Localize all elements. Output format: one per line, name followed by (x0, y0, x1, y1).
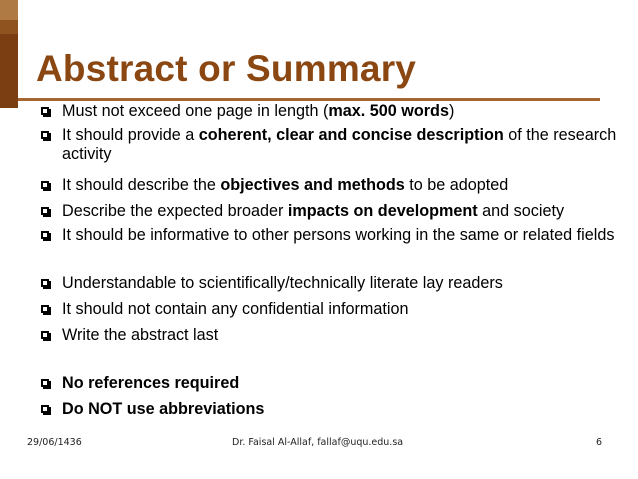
bullet-text (62, 202, 622, 221)
bullet-text (62, 102, 622, 121)
bullet-text (62, 326, 622, 345)
bullet-text-bold: objectives and methods (220, 176, 405, 194)
square-bullet-icon (41, 405, 49, 413)
bullet-text (62, 300, 622, 319)
bullet-text-run: Understandable to scientifically/technically literate lay readers (62, 274, 503, 292)
bullet-text (62, 126, 622, 164)
sidebar-accent-mid (0, 20, 18, 34)
bullet-text-bold: coherent, clear and concise description (198, 126, 504, 144)
slide-title: Abstract or Summary (36, 48, 417, 89)
square-bullet-icon (41, 331, 49, 339)
bullet-text-run: Write the abstract last (62, 326, 219, 344)
bullet-text-run: It should describe the (62, 176, 221, 194)
footer-page-number: 6 (596, 437, 603, 448)
title-underline (18, 98, 600, 101)
bullet-text (62, 176, 622, 195)
bullet-text-run: It should not contain any confidential information (62, 300, 409, 318)
bullet-text (62, 400, 622, 419)
bullet-text-run: ) (448, 102, 455, 120)
square-bullet-icon (41, 107, 49, 115)
bullet-text (62, 274, 622, 293)
square-bullet-icon (41, 207, 49, 215)
bullet-text-bold: max. 500 words (328, 102, 449, 120)
sidebar-accent-bar (0, 0, 18, 108)
footer-author: Dr. Faisal Al-Allaf, fallaf@uqu.edu.sa (232, 437, 404, 448)
bullet-text-run: to be adopted (404, 176, 509, 194)
square-bullet-icon (41, 131, 49, 139)
bullet-text-run: Must not exceed one page in length ( (62, 102, 329, 120)
bullet-text-bold: No references required (62, 374, 240, 392)
bullet-text-run: It should be informative to other persons working in the same or related fields (62, 226, 615, 244)
bullet-text-run: Describe the expected broader (62, 202, 288, 220)
square-bullet-icon (41, 379, 49, 387)
square-bullet-icon (41, 305, 49, 313)
bullet-text (62, 226, 622, 245)
square-bullet-icon (41, 279, 49, 287)
bullet-text-run: and society (477, 202, 565, 220)
bullet-text (62, 374, 622, 393)
bullet-text-run: of the research activity (62, 126, 617, 163)
sidebar-accent-light (0, 0, 18, 20)
bullet-text-bold: impacts on development (287, 202, 478, 220)
square-bullet-icon (41, 181, 49, 189)
footer-date: 29/06/1436 (27, 437, 82, 448)
bullet-text-bold: Do NOT use abbreviations (62, 400, 265, 418)
square-bullet-icon (41, 231, 49, 239)
bullet-text-run: It should provide a (62, 126, 199, 144)
